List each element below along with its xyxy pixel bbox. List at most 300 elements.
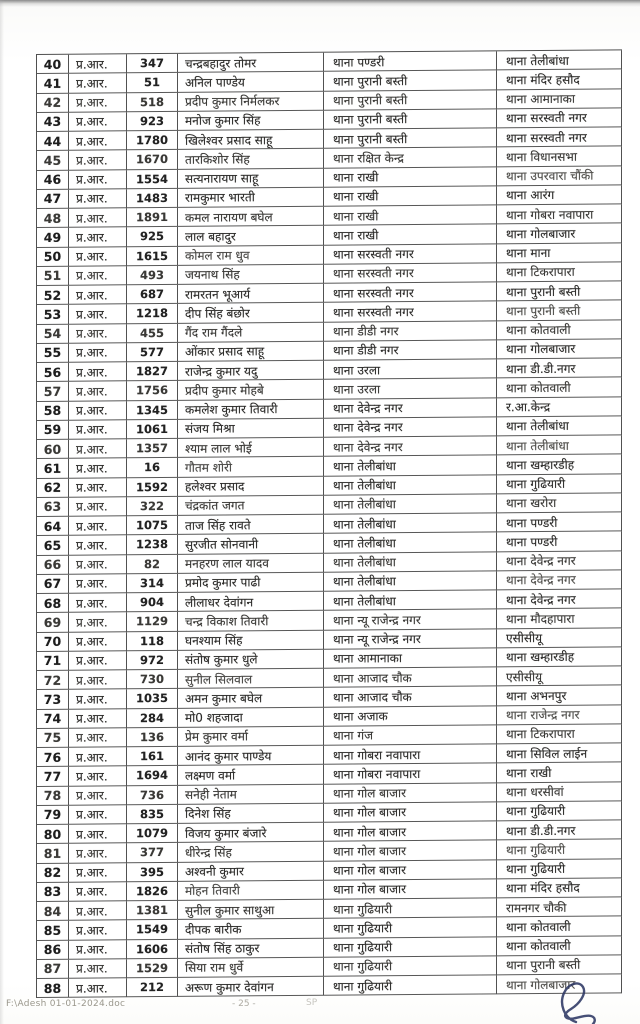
cell-current-thana: थाना तेलीबांधा xyxy=(324,513,497,534)
cell-name: अरूण कुमार देवांगन xyxy=(178,977,324,997)
cell-current-thana: थाना गोल बाजार xyxy=(324,821,497,842)
cell-name: कोमल राम धुव xyxy=(178,245,324,265)
cell-rank: प्र.आर. xyxy=(69,632,127,652)
cell-transfer-thana: थाना तेलीबांधा xyxy=(497,435,622,455)
cell-name: सत्यनारायण साहू xyxy=(178,168,324,188)
cell-rank: प्र.आर. xyxy=(69,670,127,690)
cell-rank: प्र.आर. xyxy=(69,93,127,113)
cell-rank: प्र.आर. xyxy=(69,439,127,459)
cell-badge-no: 1554 xyxy=(127,169,178,189)
cell-name: लक्ष्मण वर्मा xyxy=(178,765,324,785)
cell-transfer-thana: थाना खम्हारडीह xyxy=(497,455,622,475)
cell-current-thana: थाना गोल बाजार xyxy=(324,783,497,804)
cell-current-thana: थाना पुरानी बस्ती xyxy=(324,71,497,92)
cell-current-thana: थाना गुढियारी xyxy=(324,975,497,996)
cell-name: आनंद कुमार पाण्डेय xyxy=(178,746,324,766)
cell-current-thana: थाना राखी xyxy=(324,225,497,246)
cell-badge-no: 1826 xyxy=(127,882,178,902)
cell-serial-no: 87 xyxy=(37,959,69,979)
cell-serial-no: 76 xyxy=(37,748,69,768)
cell-serial-no: 60 xyxy=(37,440,69,460)
cell-name: प्रदीप कुमार निर्मलकर xyxy=(178,91,324,111)
cell-transfer-thana: थाना कोतवाली xyxy=(497,917,622,937)
cell-current-thana: थाना गोल बाजार xyxy=(324,879,497,900)
cell-rank: प्र.आर. xyxy=(69,940,127,960)
cell-rank: प्र.आर. xyxy=(69,613,127,633)
cell-serial-no: 57 xyxy=(37,382,69,402)
page-footer xyxy=(0,998,640,1014)
cell-name: राजेन्द्र कुमार यदु xyxy=(178,361,324,381)
cell-badge-no: 1075 xyxy=(127,516,178,536)
cell-serial-no: 46 xyxy=(37,170,69,190)
cell-badge-no: 118 xyxy=(127,631,178,651)
cell-current-thana: थाना गोबरा नवापारा xyxy=(324,744,497,765)
cell-badge-no: 347 xyxy=(127,54,178,74)
cell-current-thana: थाना गुढियारी xyxy=(324,956,497,977)
cell-rank: प्र.आर. xyxy=(69,805,127,825)
cell-badge-no: 835 xyxy=(127,805,178,825)
cell-rank: प्र.आर. xyxy=(69,844,127,864)
cell-rank: प्र.आर. xyxy=(69,362,127,382)
cell-transfer-thana: र.आ.केन्द्र xyxy=(497,397,622,417)
cell-badge-no: 1592 xyxy=(127,477,178,497)
cell-name: विजय कुमार बंजारे xyxy=(178,823,324,843)
cell-serial-no: 86 xyxy=(37,940,69,960)
cell-serial-no: 59 xyxy=(37,420,69,440)
cell-rank: प्र.आर. xyxy=(69,112,127,132)
cell-rank: प्र.आर. xyxy=(69,863,127,883)
cell-transfer-thana: थाना कोतवाली xyxy=(497,320,622,340)
cell-rank: प्र.आर. xyxy=(69,882,127,902)
cell-rank: प्र.आर. xyxy=(69,74,127,94)
cell-badge-no: 136 xyxy=(127,728,178,748)
cell-badge-no: 730 xyxy=(127,670,178,690)
cell-current-thana: थाना देवेन्द्र नगर xyxy=(324,398,497,419)
cell-badge-no: 687 xyxy=(127,285,178,305)
cell-name: गौतम शोरी xyxy=(178,457,324,477)
cell-current-thana: थाना गंज xyxy=(324,725,497,746)
cell-rank: प्र.आर. xyxy=(69,343,127,363)
cell-transfer-thana: थाना सिविल लाईन xyxy=(497,743,622,763)
footer-mark: SP xyxy=(306,998,318,1008)
cell-badge-no: 923 xyxy=(127,112,178,132)
cell-name: श्याम लाल भोई xyxy=(178,438,324,458)
cell-rank: प्र.आर. xyxy=(69,959,127,979)
cell-serial-no: 73 xyxy=(37,690,69,710)
cell-transfer-thana: थाना मौदहापारा xyxy=(497,609,622,629)
cell-current-thana: थाना तेलीबांधा xyxy=(324,552,497,573)
cell-current-thana: थाना राखी xyxy=(324,186,497,207)
cell-rank: प्र.आर. xyxy=(69,382,127,402)
cell-rank: प्र.आर. xyxy=(69,786,127,806)
cell-rank: प्र.आर. xyxy=(69,555,127,575)
cell-serial-no: 51 xyxy=(37,266,69,286)
cell-badge-no: 1780 xyxy=(127,131,178,151)
cell-transfer-thana: थाना डी.डी.नगर xyxy=(497,820,622,840)
cell-transfer-thana: रामनगर चौकी xyxy=(497,897,622,917)
personnel-transfer-table xyxy=(36,49,622,998)
cell-transfer-thana: थाना टिकरापारा xyxy=(497,724,622,744)
cell-name: प्रेम कुमार वर्मा xyxy=(178,726,324,746)
cell-transfer-thana: थाना राखी xyxy=(497,763,622,783)
cell-badge-no: 51 xyxy=(127,73,178,93)
cell-rank: प्र.आर. xyxy=(69,901,127,921)
cell-badge-no: 1615 xyxy=(127,246,178,266)
cell-name: घनश्याम सिंह xyxy=(178,630,324,650)
cell-transfer-thana: थाना पुरानी बस्ती xyxy=(497,281,622,301)
cell-current-thana: थाना पुरानी बस्ती xyxy=(324,109,497,130)
cell-badge-no: 1483 xyxy=(127,189,178,209)
cell-badge-no: 1756 xyxy=(127,381,178,401)
cell-current-thana: थाना राखी xyxy=(324,167,497,188)
cell-serial-no: 67 xyxy=(37,574,69,594)
cell-current-thana: थाना देवेन्द्र नगर xyxy=(324,417,497,438)
cell-transfer-thana: थाना सरस्वती नगर xyxy=(497,127,622,147)
cell-serial-no: 72 xyxy=(37,671,69,691)
cell-name: ताज सिंह रावते xyxy=(178,515,324,535)
cell-badge-no: 1694 xyxy=(127,766,178,786)
cell-badge-no: 1079 xyxy=(127,824,178,844)
cell-name: मो0 शहजादा xyxy=(178,707,324,727)
cell-serial-no: 55 xyxy=(37,343,69,363)
cell-transfer-thana: थाना राजेन्द्र नगर xyxy=(497,705,622,725)
cell-serial-no: 83 xyxy=(37,882,69,902)
cell-badge-no: 518 xyxy=(127,92,178,112)
cell-transfer-thana: थाना आमानाका xyxy=(497,89,622,109)
cell-current-thana: थाना डीडी नगर xyxy=(324,321,497,342)
cell-transfer-thana: थाना आरंग xyxy=(497,185,622,205)
cell-badge-no: 1218 xyxy=(127,304,178,324)
cell-serial-no: 61 xyxy=(37,459,69,479)
cell-rank: प्र.आर. xyxy=(69,478,127,498)
cell-serial-no: 62 xyxy=(37,478,69,498)
cell-name: सनेही नेताम xyxy=(178,784,324,804)
cell-name: दिनेश सिंह xyxy=(178,803,324,823)
cell-rank: प्र.आर. xyxy=(69,54,127,74)
cell-rank: प्र.आर. xyxy=(69,709,127,729)
cell-name: कमलेश कुमार तिवारी xyxy=(178,399,324,419)
cell-serial-no: 85 xyxy=(37,921,69,941)
cell-name: लीलाधर देवांगन xyxy=(178,592,324,612)
cell-current-thana: थाना गोल बाजार xyxy=(324,802,497,823)
scan-edge-left xyxy=(0,0,4,1024)
cell-badge-no: 1238 xyxy=(127,535,178,555)
cell-transfer-thana: थाना गुढियारी xyxy=(497,840,622,860)
cell-serial-no: 74 xyxy=(37,709,69,729)
cell-current-thana: थाना न्यू राजेन्द्र नगर xyxy=(324,629,497,650)
cell-transfer-thana: थाना पुरानी बस्ती xyxy=(497,301,622,321)
cell-badge-no: 455 xyxy=(127,323,178,343)
cell-serial-no: 68 xyxy=(37,594,69,614)
cell-current-thana: थाना सरस्वती नगर xyxy=(324,302,497,323)
cell-serial-no: 81 xyxy=(37,844,69,864)
cell-badge-no: 1357 xyxy=(127,439,178,459)
cell-badge-no: 577 xyxy=(127,343,178,363)
cell-name: रामकुमार भारती xyxy=(178,187,324,207)
cell-serial-no: 49 xyxy=(37,228,69,248)
cell-transfer-thana: थाना गोलबाजार xyxy=(497,339,622,359)
cell-serial-no: 42 xyxy=(37,93,69,113)
cell-rank: प्र.आर. xyxy=(69,151,127,171)
cell-name: गैंद राम गैंदले xyxy=(178,322,324,342)
cell-transfer-thana: थाना खरोरा xyxy=(497,493,622,513)
cell-rank: प्र.आर. xyxy=(69,747,127,767)
cell-transfer-thana: थाना देवेन्द्र नगर xyxy=(497,551,622,571)
cell-current-thana: थाना तेलीबांधा xyxy=(324,533,497,554)
cell-current-thana: थाना तेलीबांधा xyxy=(324,456,497,477)
cell-name: कमल नारायण बघेल xyxy=(178,207,324,227)
cell-badge-no: 1606 xyxy=(127,939,178,959)
cell-badge-no: 322 xyxy=(127,497,178,517)
cell-serial-no: 40 xyxy=(37,55,69,75)
cell-current-thana: थाना सरस्वती नगर xyxy=(324,263,497,284)
cell-badge-no: 161 xyxy=(127,747,178,767)
cell-rank: प्र.आर. xyxy=(69,401,127,421)
cell-serial-no: 82 xyxy=(37,863,69,883)
cell-name: प्रदीप कुमार मोहबे xyxy=(178,380,324,400)
cell-serial-no: 56 xyxy=(37,363,69,383)
cell-current-thana: थाना तेलीबांधा xyxy=(324,475,497,496)
cell-name: संजय मिश्रा xyxy=(178,418,324,438)
cell-name: रामरतन भूआर्य xyxy=(178,284,324,304)
scan-edge-top xyxy=(0,0,640,7)
cell-name: दीप सिंह बंछोर xyxy=(178,303,324,323)
cell-badge-no: 284 xyxy=(127,708,178,728)
cell-badge-no: 377 xyxy=(127,843,178,863)
signature-ink-scribble xyxy=(546,978,618,1024)
cell-badge-no: 1129 xyxy=(127,612,178,632)
cell-name: सुनील कुमार साथुआ xyxy=(178,900,324,920)
footer-file-path: F:\Adesh 01-01-2024.doc xyxy=(6,999,126,1009)
cell-badge-no: 904 xyxy=(127,593,178,613)
cell-serial-no: 47 xyxy=(37,189,69,209)
cell-transfer-thana: थाना कोतवाली xyxy=(497,936,622,956)
cell-badge-no: 314 xyxy=(127,574,178,594)
cell-current-thana: थाना गोल बाजार xyxy=(324,841,497,862)
cell-serial-no: 64 xyxy=(37,517,69,537)
cell-transfer-thana: थाना गुढियारी xyxy=(497,859,622,879)
cell-rank: प्र.आर. xyxy=(69,305,127,325)
cell-rank: प्र.आर. xyxy=(69,497,127,517)
cell-transfer-thana: थाना देवेन्द्र नगर xyxy=(497,570,622,590)
cell-serial-no: 43 xyxy=(37,112,69,132)
cell-current-thana: थाना तेलीबांधा xyxy=(324,571,497,592)
cell-transfer-thana: थाना मंदिर हसौद xyxy=(497,70,622,90)
cell-transfer-thana: थाना सरस्वती नगर xyxy=(497,108,622,128)
cell-current-thana: थाना रक्षित केन्द्र xyxy=(324,148,497,169)
cell-current-thana: थाना गोल बाजार xyxy=(324,860,497,881)
cell-name: सिया राम धुर्वे xyxy=(178,957,324,977)
cell-badge-no: 1035 xyxy=(127,689,178,709)
cell-current-thana: थाना आजाद चौक xyxy=(324,687,497,708)
cell-serial-no: 78 xyxy=(37,786,69,806)
cell-serial-no: 69 xyxy=(37,613,69,633)
cell-serial-no: 66 xyxy=(37,555,69,575)
cell-name: खिलेश्वर प्रसाद साहू xyxy=(178,130,324,150)
cell-name: चन्द्र विकाश तिवारी xyxy=(178,611,324,631)
cell-transfer-thana: थाना गोबरा नवापारा xyxy=(497,204,622,224)
cell-serial-no: 45 xyxy=(37,151,69,171)
cell-name: चन्द्रबहादुर तोमर xyxy=(178,53,324,73)
cell-badge-no: 395 xyxy=(127,862,178,882)
cell-rank: प्र.आर. xyxy=(69,536,127,556)
cell-serial-no: 48 xyxy=(37,209,69,229)
cell-transfer-thana: थाना पुरानी बस्ती xyxy=(497,955,622,975)
cell-rank: प्र.आर. xyxy=(69,208,127,228)
cell-transfer-thana: थाना गुढियारी xyxy=(497,474,622,494)
cell-serial-no: 65 xyxy=(37,536,69,556)
cell-rank: प्र.आर. xyxy=(69,921,127,941)
cell-current-thana: थाना गुढियारी xyxy=(324,937,497,958)
cell-transfer-thana: थाना मंदिर हसौद xyxy=(497,878,622,898)
cell-serial-no: 52 xyxy=(37,286,69,306)
cell-serial-no: 41 xyxy=(37,74,69,94)
cell-name: सुनील सिलवाल xyxy=(178,669,324,689)
cell-name: सुरजीत सोनवानी xyxy=(178,534,324,554)
cell-serial-no: 70 xyxy=(37,632,69,652)
cell-current-thana: थाना डीडी नगर xyxy=(324,340,497,361)
cell-rank: प्र.आर. xyxy=(69,824,127,844)
cell-transfer-thana: थाना तेलीबांधा xyxy=(497,50,622,70)
cell-current-thana: थाना पण्डरी xyxy=(324,51,497,72)
cell-badge-no: 212 xyxy=(127,978,178,998)
cell-current-thana: थाना न्यू राजेन्द्र नगर xyxy=(324,610,497,631)
cell-name: अमन कुमार बघेल xyxy=(178,688,324,708)
cell-current-thana: थाना आजाद चौक xyxy=(324,667,497,688)
cell-badge-no: 1549 xyxy=(127,920,178,940)
cell-rank: प्र.आर. xyxy=(69,131,127,151)
cell-current-thana: थाना पुरानी बस्ती xyxy=(324,128,497,149)
cell-transfer-thana: थाना टिकरापारा xyxy=(497,262,622,282)
cell-name: ओंकार प्रसाद साहू xyxy=(178,341,324,361)
cell-name: मनहरण लाल यादव xyxy=(178,553,324,573)
cell-badge-no: 493 xyxy=(127,266,178,286)
cell-serial-no: 80 xyxy=(37,825,69,845)
cell-current-thana: थाना तेलीबांधा xyxy=(324,590,497,611)
cell-rank: प्र.आर. xyxy=(69,420,127,440)
cell-serial-no: 88 xyxy=(37,979,69,999)
cell-rank: प्र.आर. xyxy=(69,767,127,787)
cell-badge-no: 925 xyxy=(127,227,178,247)
cell-name: मनोज कुमार सिंह xyxy=(178,110,324,130)
cell-transfer-thana: थाना डी.डी.नगर xyxy=(497,358,622,378)
cell-badge-no: 1381 xyxy=(127,901,178,921)
cell-transfer-thana: थाना गोलबाजार xyxy=(497,224,622,244)
cell-current-thana: थाना पुरानी बस्ती xyxy=(324,90,497,111)
cell-rank: प्र.आर. xyxy=(69,228,127,248)
cell-rank: प्र.आर. xyxy=(69,690,127,710)
cell-serial-no: 79 xyxy=(37,805,69,825)
cell-name: धीरेन्द्र सिंह xyxy=(178,842,324,862)
cell-name: तारकिशोर सिंह xyxy=(178,149,324,169)
cell-transfer-thana: थाना पण्डरी xyxy=(497,512,622,532)
cell-badge-no: 1529 xyxy=(127,959,178,979)
cell-transfer-thana: थाना अभनपुर xyxy=(497,686,622,706)
cell-name: मोहन तिवारी xyxy=(178,880,324,900)
cell-transfer-thana: थाना गुढियारी xyxy=(497,801,622,821)
cell-current-thana: थाना सरस्वती नगर xyxy=(324,244,497,265)
cell-current-thana: थाना राखी xyxy=(324,205,497,226)
cell-current-thana: थाना तेलीबांधा xyxy=(324,494,497,515)
cell-rank: प्र.आर. xyxy=(69,574,127,594)
cell-badge-no: 16 xyxy=(127,458,178,478)
cell-badge-no: 82 xyxy=(127,554,178,574)
cell-rank: प्र.आर. xyxy=(69,978,127,998)
cell-rank: प्र.आर. xyxy=(69,247,127,267)
cell-transfer-thana: थाना कोतवाली xyxy=(497,378,622,398)
cell-name: चंद्रकांत जगत xyxy=(178,495,324,515)
cell-serial-no: 44 xyxy=(37,132,69,152)
cell-name: प्रमोद कुमार पाढी xyxy=(178,572,324,592)
cell-current-thana: थाना उरला xyxy=(324,359,497,380)
cell-name: संतोष सिंह ठाकुर xyxy=(178,938,324,958)
cell-current-thana: थाना गुढियारी xyxy=(324,918,497,939)
cell-transfer-thana: एसीसीयू xyxy=(497,666,622,686)
cell-serial-no: 75 xyxy=(37,728,69,748)
cell-current-thana: थाना अजाक xyxy=(324,706,497,727)
cell-serial-no: 53 xyxy=(37,305,69,325)
cell-transfer-thana: थाना धरसीवां xyxy=(497,782,622,802)
cell-badge-no: 1827 xyxy=(127,362,178,382)
cell-current-thana: थाना उरला xyxy=(324,379,497,400)
cell-rank: प्र.आर. xyxy=(69,170,127,190)
cell-rank: प्र.आर. xyxy=(69,285,127,305)
cell-transfer-thana: थाना विधानसभा xyxy=(497,147,622,167)
cell-name: अनिल पाण्डेय xyxy=(178,72,324,92)
cell-rank: प्र.आर. xyxy=(69,516,127,536)
cell-badge-no: 1061 xyxy=(127,420,178,440)
cell-serial-no: 71 xyxy=(37,651,69,671)
cell-current-thana: थाना आमानाका xyxy=(324,648,497,669)
cell-transfer-thana: थाना देवेन्द्र नगर xyxy=(497,589,622,609)
cell-current-thana: थाना गोबरा नवापारा xyxy=(324,764,497,785)
cell-name: संतोष कुमार धुले xyxy=(178,649,324,669)
cell-transfer-thana: थाना माना xyxy=(497,243,622,263)
cell-transfer-thana: थाना पण्डरी xyxy=(497,532,622,552)
cell-rank: प्र.आर. xyxy=(69,189,127,209)
cell-name: हलेश्वर प्रसाद xyxy=(178,476,324,496)
cell-badge-no: 1670 xyxy=(127,150,178,170)
table-row xyxy=(37,974,622,998)
cell-serial-no: 77 xyxy=(37,767,69,787)
footer-page-number: - 25 - xyxy=(232,999,256,1009)
cell-rank: प्र.आर. xyxy=(69,728,127,748)
cell-badge-no: 1345 xyxy=(127,400,178,420)
cell-name: जयनाथ सिंह xyxy=(178,264,324,284)
cell-serial-no: 54 xyxy=(37,324,69,344)
cell-transfer-thana: थाना तेलीबांधा xyxy=(497,416,622,436)
cell-badge-no: 736 xyxy=(127,785,178,805)
cell-current-thana: थाना देवेन्द्र नगर xyxy=(324,436,497,457)
cell-rank: प्र.आर. xyxy=(69,266,127,286)
cell-rank: प्र.आर. xyxy=(69,459,127,479)
cell-serial-no: 63 xyxy=(37,497,69,517)
cell-transfer-thana: थाना गोलबाजार xyxy=(497,974,622,994)
cell-current-thana: थाना सरस्वती नगर xyxy=(324,282,497,303)
cell-name: दीपक बारीक xyxy=(178,919,324,939)
cell-current-thana: थाना गुढियारी xyxy=(324,898,497,919)
cell-rank: प्र.आर. xyxy=(69,593,127,613)
cell-rank: प्र.आर. xyxy=(69,651,127,671)
cell-serial-no: 50 xyxy=(37,247,69,267)
cell-rank: प्र.आर. xyxy=(69,324,127,344)
cell-transfer-thana: थाना उपरवारा चौंकी xyxy=(497,166,622,186)
cell-serial-no: 84 xyxy=(37,902,69,922)
cell-serial-no: 58 xyxy=(37,401,69,421)
cell-transfer-thana: थाना खम्हारडीह xyxy=(497,647,622,667)
cell-badge-no: 972 xyxy=(127,651,178,671)
cell-name: अश्वनी कुमार xyxy=(178,861,324,881)
